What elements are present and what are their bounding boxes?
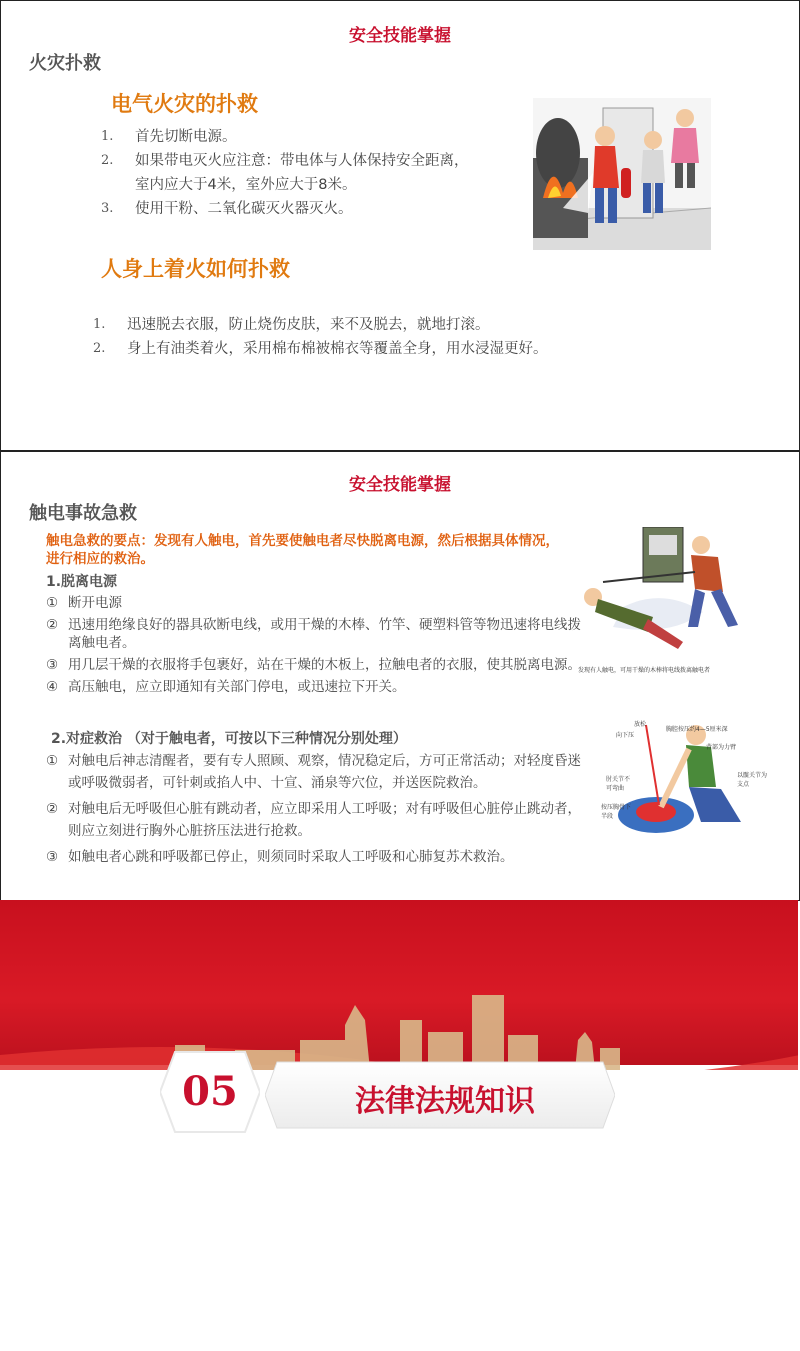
image-caption: 发现有人触电，可用干燥的木棒将电线拨离触电者 [578, 667, 711, 674]
electrical-fire-list [101, 125, 481, 221]
key-point: 触电急救的要点：发现有人触电，首先要使触电者尽快脱离电源，然后根据具体情况，进行相应的救治。 [46, 533, 559, 567]
list-item: 1. 首先切断电源。 [101, 129, 237, 145]
body-fire-list [93, 313, 693, 361]
list-item: 1. 迅速脱去衣服，防止烧伤皮肤，来不及脱去，就地打滚。 [93, 317, 490, 333]
cpr-label: 以髋关节为支点 [737, 772, 768, 788]
list-item: ③ 用几层干燥的衣服将手包裹好，站在干燥的木板上，拉触电者的衣服，使其脱离电源。 [46, 657, 581, 673]
slide-header: 安全技能掌握 [349, 26, 451, 46]
list-item: ② 对触电后无呼吸但心脏有跳动者，应立即采用人工呼吸；对有呼吸但心脏停止跳动者，则应立刻进行胸外心脏挤压法进行抢救。 [46, 801, 581, 839]
cpr-label: 背部为力臂 [706, 744, 737, 751]
cpr-label: 按压胸骨下半段 [601, 804, 632, 820]
cpr-label: 向下压 [616, 732, 635, 739]
slide-section-cover [0, 900, 798, 1350]
slide-electric-shock [0, 451, 800, 901]
cpr-label: 放松 [634, 721, 647, 728]
part2-title: 2.对症救治 （对于触电者，可按以下三种情况分别处理） [51, 731, 407, 747]
list-item: ② 迅速用绝缘良好的器具砍断电线，或用干燥的木棒、竹竿、硬塑料管等物迅速将电线拨离触电者。 [46, 617, 581, 651]
list-item: 2. 身上有油类着火，采用棉布棉被棉衣等覆盖全身，用水浸湿更好。 [93, 341, 548, 357]
section-title: 触电事故急救 [29, 503, 137, 524]
body-fire-title: 人身上着火如何扑救 [101, 257, 290, 281]
list-item: 3. 使用干粉、二氧化碳灭火器灭火。 [101, 201, 353, 217]
list-item: ① 断开电源 [46, 595, 122, 611]
part1-title: 1.脱离电源 [46, 574, 118, 590]
electrical-fire-title: 电气火灾的扑救 [111, 92, 258, 116]
part1-list [46, 594, 586, 700]
electrocution-rescue-illustration [583, 527, 758, 662]
list-item: 2. 如果带电灭火应注意：带电体与人体保持安全距离，室内应大于4米，室外应大于8米。 [101, 153, 469, 193]
section-title: 火灾扑救 [29, 53, 101, 74]
list-item: ④ 高压触电，应立即通知有关部门停电，或迅速拉下开关。 [46, 679, 406, 695]
cpr-label: 肘关节不可弯曲 [606, 776, 631, 792]
list-item: ③ 如触电者心跳和呼吸都已停止，则须同时采取人工呼吸和心肺复苏术救治。 [46, 849, 514, 865]
list-item: ① 对触电后神志清醒者，要有专人照顾、观察，情况稳定后，方可正常活动；对轻度昏迷或呼吸微弱者，可针刺或掐人中、十宣、涌泉等穴位，并送医院救治。 [46, 753, 581, 791]
cpr-label: 胸腔按压约4—5厘米深 [666, 726, 728, 733]
fire-extinguishing-illustration [533, 98, 711, 250]
section-number: 05 [182, 1068, 238, 1115]
section-title: 法律法规知识 [355, 1084, 535, 1119]
slide-fire-fighting [0, 0, 800, 451]
part2-list [46, 750, 594, 872]
slide-header: 安全技能掌握 [349, 475, 451, 495]
